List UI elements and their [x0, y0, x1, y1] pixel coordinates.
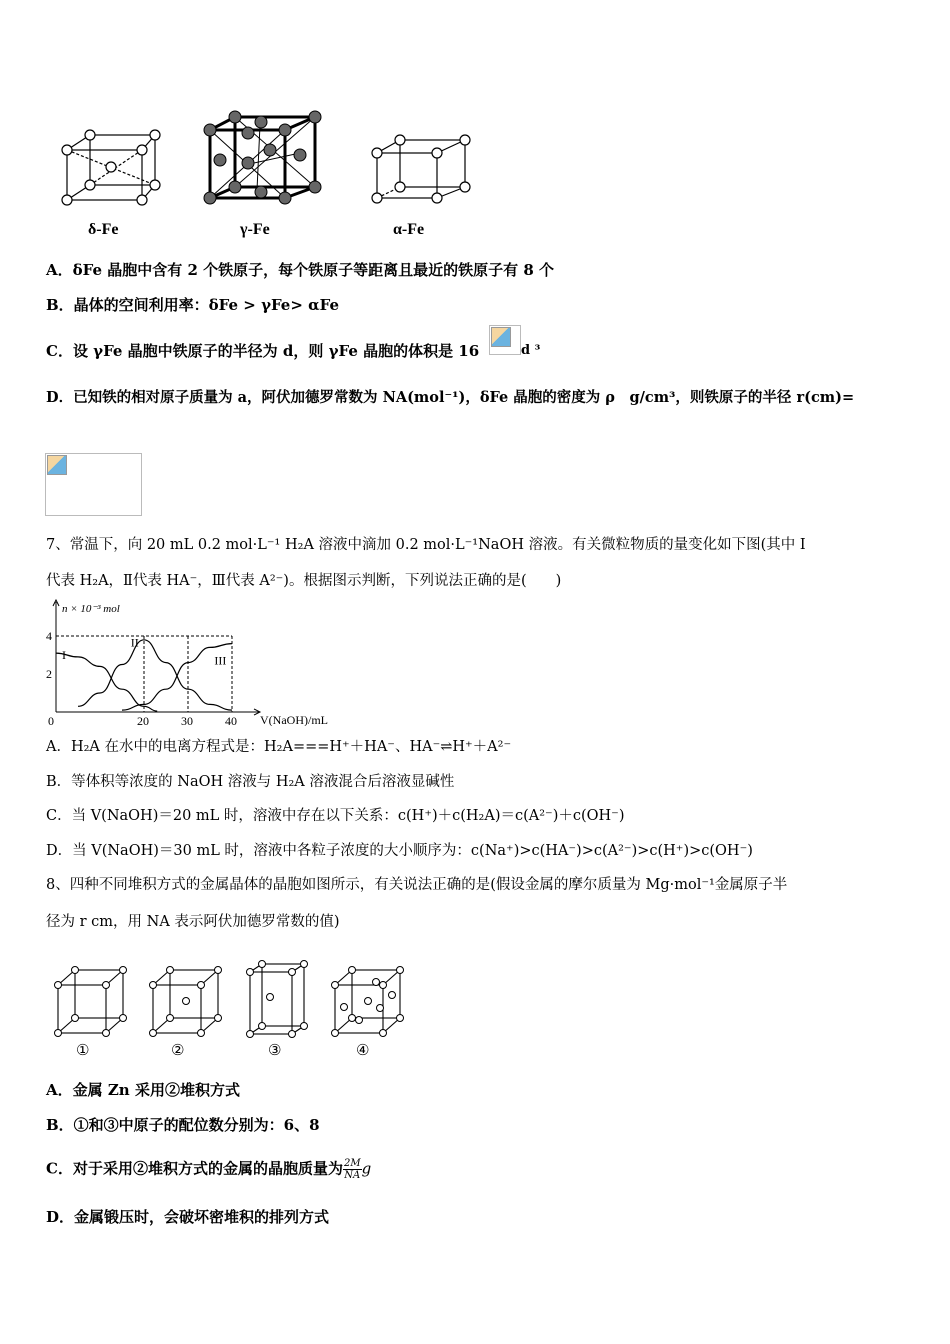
broken-image-icon: [489, 325, 521, 355]
broken-image-formula: [45, 453, 142, 516]
series-label-II: II: [130, 635, 139, 650]
q7-stem-line2: 代表 H₂A，Ⅱ代表 HA⁻，Ⅲ代表 A²⁻)。根据图示判断，下列说法正确的是( ): [46, 573, 562, 589]
x-tick-label: 40: [225, 714, 237, 726]
q8-label-1: ①: [76, 1041, 90, 1059]
q8-option-c-text: C．对于采用②堆积方式的金属的晶胞质量为: [46, 1159, 343, 1178]
label-gamma-fe: γ-Fe: [240, 221, 270, 238]
q6-option-c-text: C．设 γFe 晶胞中铁原子的半径为 d，则 γFe 晶胞的体积是 16: [46, 342, 480, 360]
series-line-I: [56, 653, 157, 711]
q7-chart: [42, 598, 332, 726]
series-line-II: [78, 640, 232, 710]
q8-option-c: [46, 1158, 371, 1181]
q8-option-b: B．①和③中原子的配位数分别为：6、8: [46, 1116, 320, 1134]
x-tick-label: 30: [181, 714, 193, 726]
q7-option-c: C．当 V(NaOH)＝20 mL 时，溶液中存在以下关系：c(H⁺)＋c(H₂A)＝c(A²⁻)＋c(OH⁻): [46, 808, 625, 824]
q7-option-a: A．H₂A 在水中的电离方程式是：H₂A===H⁺＋HA⁻、HA⁻⇌H⁺＋A²⁻: [46, 739, 512, 755]
q8-label-2: ②: [171, 1041, 185, 1059]
q8-option-d: D．金属锻压时，会破坏密堆积的排列方式: [46, 1208, 330, 1226]
series-label-III: III: [214, 653, 227, 668]
q8-label-4: ④: [356, 1041, 370, 1059]
q8-option-c-fraction: [343, 1158, 362, 1181]
x-tick-label: 0: [48, 714, 54, 726]
label-delta-fe: δ-Fe: [88, 221, 119, 238]
q6-option-d: D．已知铁的相对原子质量为 a，阿伏加德罗常数为 NA(mol⁻¹)，δFe 晶胞的密度为 ρ g/cm³，则铁原子的半径 r(cm)=: [46, 389, 855, 406]
y-tick-label: 4: [46, 629, 52, 643]
q6-option-c: [46, 341, 479, 361]
q7-option-b: B．等体积等浓度的 NaOH 溶液与 H₂A 溶液混合后溶液显碱性: [46, 774, 455, 790]
x-tick-label: 20: [137, 714, 149, 726]
q8-option-c-unit: g: [361, 1159, 372, 1178]
y-tick-label: 2: [46, 667, 52, 681]
q8-cells-figure: [50, 960, 410, 1040]
q6-option-a: A．δFe 晶胞中含有 2 个铁原子，每个铁原子等距离且最近的铁原子有 8 个: [46, 261, 555, 279]
q8-label-3: ③: [268, 1041, 282, 1059]
series-label-I: I: [62, 648, 66, 662]
y-axis-label: n × 10⁻³ mol: [62, 603, 120, 615]
q7-option-d: D．当 V(NaOH)＝30 mL 时，溶液中各粒子浓度的大小顺序为：c(Na⁺)>c(HA⁻)>c(A²⁻)>c(H⁺)>c(OH⁻): [46, 843, 753, 859]
q8-option-a: A．金属 Zn 采用②堆积方式: [46, 1081, 240, 1099]
q6-option-b: B．晶体的空间利用率：δFe > γFe> αFe: [46, 296, 340, 314]
q8-fraction-den: NA: [344, 1170, 361, 1181]
label-alpha-fe: α-Fe: [393, 221, 425, 238]
q8-fraction-num: 2M: [343, 1158, 361, 1169]
q8-stem-line1: 8、四种不同堆积方式的金属晶体的晶胞如图所示，有关说法正确的是(假设金属的摩尔质量为 Mg·mol⁻¹金属原子半: [46, 877, 788, 893]
q7-stem-line1: 7、常温下，向 20 mL 0.2 mol·L⁻¹ H₂A 溶液中滴加 0.2 mol·L⁻¹NaOH 溶液。有关微粒物质的量变化如下图(其中 I: [46, 537, 806, 553]
q6-option-c-tail: d ³: [521, 343, 541, 358]
q8-stem-line2: 径为 r cm，用 NA 表示阿伏加德罗常数的值): [46, 914, 340, 930]
x-axis-label: V(NaOH)/mL: [260, 713, 328, 726]
